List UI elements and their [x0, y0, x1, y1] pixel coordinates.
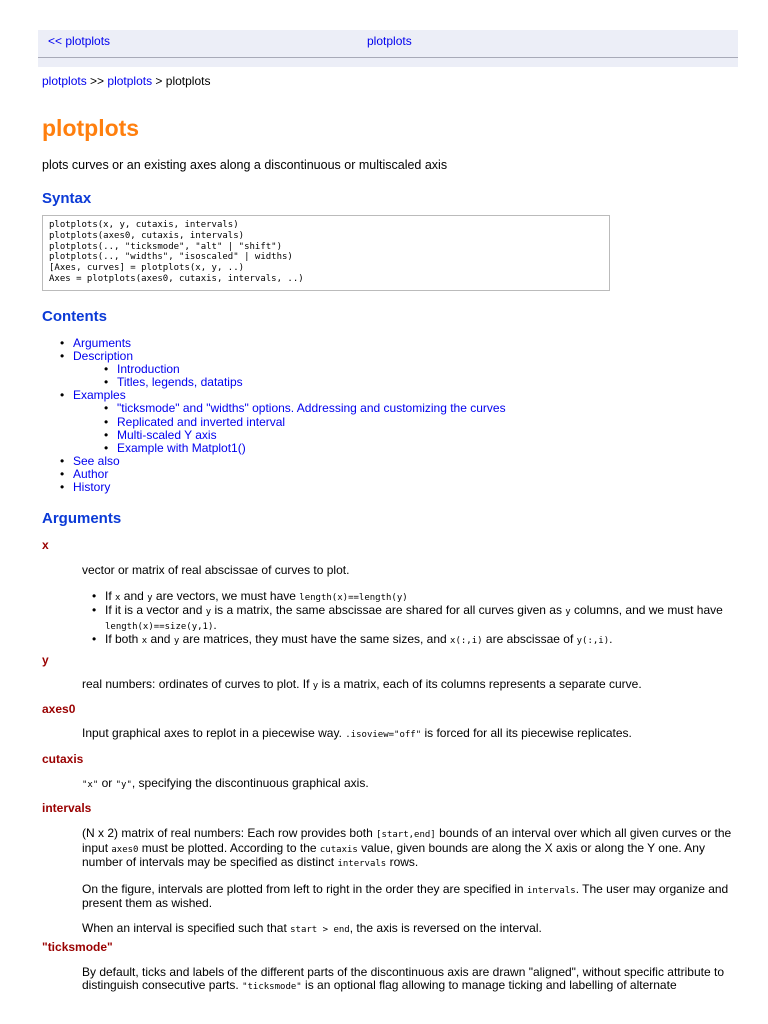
text: is a matrix, each of its columns represents a separate curve.	[318, 677, 642, 691]
argument-term-intervals: intervals	[42, 801, 92, 815]
top-navigation-bar	[38, 30, 738, 67]
code: length(x)==size(y,1)	[105, 621, 214, 632]
argument-text	[82, 827, 732, 871]
breadcrumb-separator: >	[152, 74, 166, 88]
argument-desc-axes0	[82, 727, 732, 742]
code: y	[205, 607, 212, 617]
text: , the axis is reversed on the interval.	[349, 920, 542, 935]
code: x	[115, 592, 121, 603]
text: is forced for all its piecewise replicates.	[421, 726, 632, 740]
code: intervals	[337, 859, 387, 869]
toc-link-description[interactable]: Description	[73, 349, 134, 364]
code: y(:,i)	[576, 636, 610, 646]
breadcrumb-link-1[interactable]: plotplots	[42, 74, 87, 88]
text: . The user may organize and present them as wished.	[82, 881, 729, 910]
breadcrumb-separator: >>	[86, 74, 108, 88]
nav-divider	[38, 57, 738, 58]
code: intervals	[526, 885, 576, 896]
contents-heading: Contents	[42, 308, 107, 325]
text: bounds of an interval over which all given curves or the input	[82, 826, 732, 855]
arguments-heading: Arguments	[42, 510, 122, 527]
breadcrumb-current: plotplots	[165, 74, 211, 88]
text: If	[105, 588, 116, 603]
text: are vectors, we must have	[152, 588, 300, 603]
toc-link-introduction[interactable]: Introduction	[117, 362, 180, 377]
argument-term-axes0: axes0	[42, 702, 76, 716]
bullet-item	[82, 633, 732, 648]
text: By default, ticks and labels of the different parts of the discontinuous axis are drawn "aligned", without specific attribute to distinguish consecutive parts.	[82, 965, 724, 992]
syntax-heading: Syntax	[42, 190, 92, 207]
code: axes0	[111, 844, 139, 855]
bullet-item	[82, 590, 732, 605]
toc-item	[60, 455, 506, 468]
breadcrumb-link-2[interactable]: plotplots	[107, 74, 153, 88]
page-title: plotplots	[42, 115, 140, 141]
code: length(x)==length(y)	[299, 592, 408, 603]
code: [start,end]	[376, 830, 436, 840]
text: is an optional flag allowing to manage ticking and labelling of alternate	[301, 977, 677, 992]
code: x(:,i)	[450, 636, 483, 646]
argument-desc-cutaxis	[82, 777, 732, 792]
code: y	[565, 607, 571, 617]
text: (N x 2) matrix of real numbers: Each row provides both	[82, 826, 377, 840]
toc-link-see-also[interactable]: See also	[73, 453, 120, 468]
code: .isoview="off"	[345, 730, 422, 740]
text: are matrices, they must have the same sizes, and	[179, 632, 451, 646]
toc-link-example-2[interactable]: Replicated and inverted interval	[117, 414, 286, 429]
argument-text	[82, 922, 732, 937]
code: y	[312, 681, 319, 691]
text: value, given bounds are along the X axis or along the Y one. Any number of intervals may be specified as distinct	[82, 840, 705, 869]
argument-text	[82, 777, 732, 792]
code: y	[173, 636, 180, 646]
argument-term-y: y	[42, 653, 49, 667]
text: , specifying the discontinuous graphical axis.	[131, 776, 369, 790]
toc-link-titles[interactable]: Titles, legends, datatips	[117, 375, 243, 390]
argument-term-x: x	[42, 538, 49, 552]
argument-term-ticksmode: "ticksmode"	[42, 940, 113, 954]
code: "ticksmode"	[242, 981, 302, 992]
syntax-line: plotplots(.., "ticksmode", "alt" | "shift")	[49, 241, 282, 252]
toc-item	[60, 468, 506, 481]
text: Input graphical axes to replot in a piecewise way.	[82, 726, 346, 740]
argument-text	[82, 883, 732, 910]
text: real numbers: ordinates of curves to plot. If	[82, 677, 313, 691]
toc-item	[104, 376, 506, 389]
syntax-line: plotplots(x, y, cutaxis, intervals)	[49, 220, 239, 230]
syntax-line: plotplots(axes0, cutaxis, intervals)	[49, 230, 245, 241]
toc-item	[60, 389, 506, 454]
toc-link-example-3[interactable]: Multi-scaled Y axis	[117, 427, 217, 442]
argument-desc-intervals	[82, 827, 732, 936]
toc-link-example-1[interactable]: "ticksmode" and "widths" options. Addressing and customizing the curves	[117, 401, 506, 416]
text: If both	[105, 632, 142, 646]
argument-text	[82, 678, 732, 693]
breadcrumb	[42, 74, 210, 88]
argument-text	[82, 966, 732, 993]
code: y	[147, 592, 153, 603]
toc-item	[60, 350, 506, 389]
code: start > end	[290, 924, 350, 935]
previous-page-link[interactable]: << plotplots	[48, 34, 111, 48]
table-of-contents	[60, 337, 506, 494]
text: If it is a vector and	[105, 603, 206, 617]
argument-text: vector or matrix of real abscissae of curves to plot.	[82, 563, 350, 577]
syntax-line: [Axes, curves] = plotplots(x, y, ..)	[49, 263, 245, 274]
toc-link-history[interactable]: History	[73, 480, 111, 495]
text: is a matrix, the same abscissae are shared for all curves given as	[211, 603, 566, 617]
text: and	[147, 632, 174, 646]
toc-link-arguments[interactable]: Arguments	[73, 336, 132, 350]
text: rows.	[386, 855, 419, 869]
text: are abscissae of	[482, 632, 577, 646]
toc-item	[104, 442, 506, 455]
text: On the figure, intervals are plotted from left to right in the order they are specified in	[82, 881, 527, 896]
text: columns, and we must have	[570, 603, 723, 617]
argument-term-cutaxis: cutaxis	[42, 752, 84, 766]
toc-link-examples[interactable]: Examples	[73, 388, 126, 403]
argument-desc-y	[82, 678, 732, 693]
argument-bullets	[82, 590, 732, 648]
text: must be plotted. According to the	[138, 840, 320, 855]
code: "x"	[82, 780, 99, 790]
code: cutaxis	[319, 844, 358, 855]
syntax-code-block	[42, 215, 610, 291]
code: "y"	[115, 780, 132, 790]
toc-item	[60, 481, 506, 494]
text: and	[120, 588, 148, 603]
argument-desc-ticksmode	[82, 966, 732, 993]
code: x	[141, 636, 148, 646]
toc-link-example-4[interactable]: Example with Matplot1()	[117, 440, 246, 455]
argument-text	[82, 727, 732, 742]
page-purpose: plots curves or an existing axes along a discontinuous or multiscaled axis	[42, 158, 448, 172]
text: .	[213, 617, 217, 632]
syntax-line: plotplots(.., "widths", "isoscaled" | widths)	[49, 252, 293, 263]
argument-desc-x	[82, 564, 732, 648]
parent-page-link[interactable]: plotplots	[367, 34, 412, 48]
text: When an interval is specified such that	[82, 920, 291, 935]
bullet-item	[82, 604, 732, 633]
text: .	[609, 632, 613, 646]
syntax-line: Axes = plotplots(axes0, cutaxis, intervals, ..)	[49, 273, 304, 284]
text: or	[98, 776, 116, 790]
toc-link-author[interactable]: Author	[73, 466, 109, 481]
